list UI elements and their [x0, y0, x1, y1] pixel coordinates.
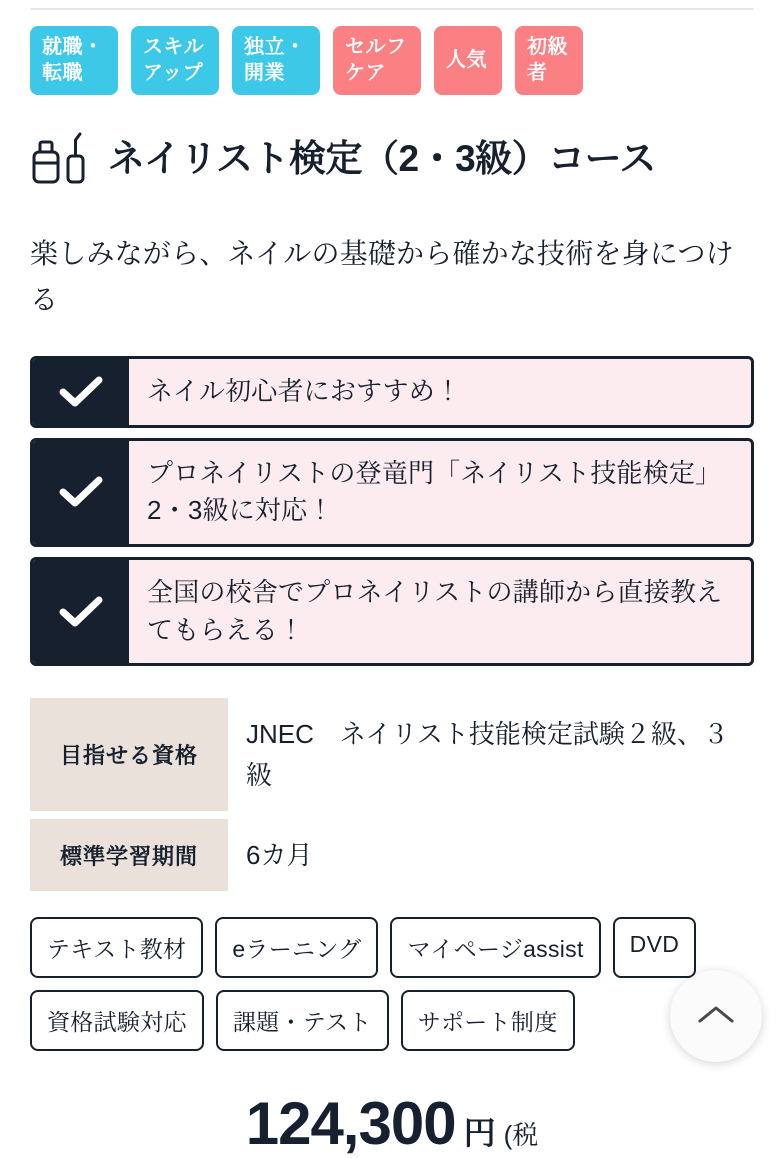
spec-label: 標準学習期間: [30, 819, 228, 891]
top-divider: [30, 8, 754, 10]
chevron-up-icon: [696, 1002, 736, 1031]
tag-label: 独立・開業: [244, 36, 306, 84]
highlight-text: 全国の校舎でプロネイリストの講師から直接教えてもらえる！: [147, 577, 723, 645]
feature-pill-dvd: DVD: [613, 917, 696, 978]
check-icon: [33, 560, 129, 663]
highlight-text: プロネイリストの登竜門「ネイリスト技能検定」2・3級に対応！: [147, 457, 722, 526]
feature-list: [30, 917, 754, 1051]
nail-polish-icon: [30, 130, 92, 188]
tag-label: スキルアップ: [143, 36, 205, 84]
price-note: (税: [503, 1120, 539, 1151]
tag-chip-selfcare[interactable]: [333, 26, 421, 95]
tag-label: セルフケア: [345, 36, 407, 84]
price-amount: 124,300: [245, 1090, 456, 1158]
tag-chip-popular[interactable]: [434, 26, 502, 95]
check-icon: [33, 359, 129, 425]
spec-label: 目指せる資格: [30, 698, 228, 811]
highlight-item: [30, 356, 754, 428]
tag-chip-skillup[interactable]: [131, 26, 219, 95]
tag-list: [30, 26, 754, 95]
tag-label: 人気: [446, 48, 487, 71]
highlight-list: [30, 356, 754, 666]
spec-value: JNEC ネイリスト技能検定試験２級、３級: [246, 719, 729, 790]
scroll-to-top-button[interactable]: [670, 970, 762, 1062]
feature-pill-exam: 資格試験対応: [30, 990, 204, 1051]
tag-label: 就職・転職: [42, 36, 104, 84]
course-lead: 楽しみながら、ネイルの基礎から確かな技術を身につける: [30, 238, 734, 315]
spec-table: [30, 698, 754, 891]
page-title: ネイリスト検定（2・3級）コース: [108, 137, 656, 179]
price-unit: 円: [463, 1115, 496, 1152]
check-icon: [33, 441, 129, 544]
tag-chip-beginner[interactable]: [515, 26, 583, 95]
tag-label: 初級者: [527, 36, 568, 84]
feature-pill-text: テキスト教材: [30, 917, 203, 978]
highlight-item: [30, 557, 754, 666]
course-title-row: [30, 113, 754, 205]
price-row: [30, 1081, 754, 1158]
spec-value: 6カ月: [246, 840, 313, 871]
spec-row-qualification: [30, 698, 754, 811]
spec-row-duration: [30, 819, 754, 891]
tag-chip-job[interactable]: [30, 26, 118, 95]
feature-pill-support: サポート制度: [401, 990, 575, 1051]
highlight-item: [30, 438, 754, 547]
tag-chip-independent[interactable]: [232, 26, 320, 95]
feature-pill-elearning: eラーニング: [215, 917, 378, 978]
feature-pill-mypage: マイページassist: [390, 917, 600, 978]
highlight-text: ネイル初心者におすすめ！: [147, 376, 462, 407]
feature-pill-test: 課題・テスト: [216, 990, 389, 1051]
